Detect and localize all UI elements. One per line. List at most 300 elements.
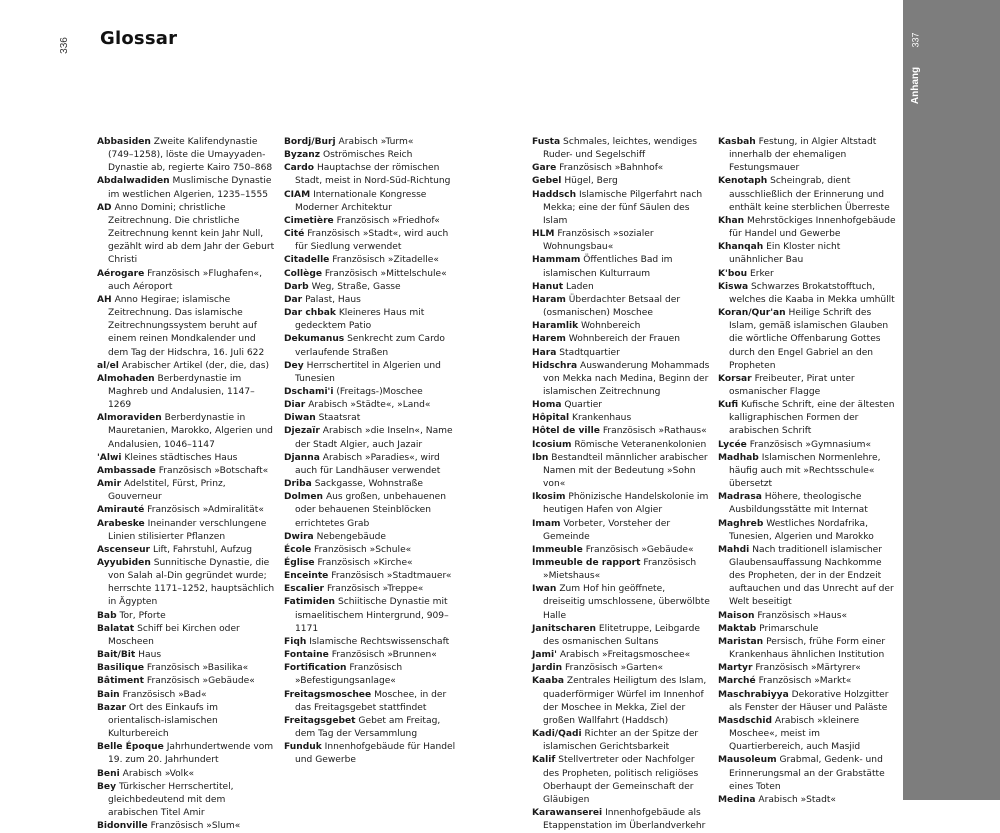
glossary-term: Korsar <box>718 373 752 384</box>
glossary-entry <box>718 636 896 662</box>
glossary-entry <box>284 491 462 530</box>
glossary-term: AH <box>97 294 112 305</box>
glossary-definition: Laden <box>565 281 594 292</box>
glossary-term: Dey <box>284 360 304 371</box>
glossary-term: Kadi/Qadi <box>532 729 582 740</box>
glossary-entry <box>284 189 462 215</box>
glossary-definition: Arabisch »die Inseln«, Name der Stadt Algier, auch Jazair <box>295 426 453 450</box>
glossary-entry <box>718 794 896 807</box>
glossary-definition: Französisch »Botschaft« <box>158 465 269 476</box>
glossary-entry <box>284 281 462 294</box>
glossary-term: Dekumanus <box>284 334 345 345</box>
glossary-term: Djanna <box>284 452 320 463</box>
glossary-definition: Islamische Rechtswissenschaft <box>309 636 450 647</box>
glossary-definition: Nach traditionell islamischer Glaubensauffassung Nachkomme des Propheten, der in der Endzeit auftauchen und das Unrecht auf der Welt beseitigt <box>729 544 894 608</box>
glossary-entry <box>284 741 462 767</box>
glossary-definition: (Freitags-)Moschee <box>336 386 423 397</box>
glossary-entry <box>718 675 896 688</box>
glossary-definition: Französisch »Schule« <box>314 544 412 555</box>
glossary-column-2 <box>284 136 462 768</box>
glossary-term: Koran/Qur'an <box>718 308 786 319</box>
glossary-entry <box>97 136 275 175</box>
glossary-term: Hanut <box>532 281 564 292</box>
glossary-entry <box>284 689 462 715</box>
glossary-term: Hôtel de ville <box>532 426 600 437</box>
glossary-entry <box>284 478 462 491</box>
glossary-entry <box>284 531 462 544</box>
glossary-definition: Wohnbereich der Frauen <box>568 334 681 345</box>
glossary-term: Abbasiden <box>97 137 151 147</box>
glossary-entry <box>97 478 275 504</box>
glossary-term: Bait/Bit <box>97 650 136 661</box>
glossary-term: Bordj/Burj <box>284 137 336 147</box>
glossary-term: Église <box>284 558 315 568</box>
glossary-definition: Französisch »Mittelschule« <box>324 268 447 279</box>
glossary-entry <box>284 596 462 635</box>
glossary-definition: Dekorative Holzgitter als Fenster der Häuser und Paläste <box>729 689 889 713</box>
glossary-term: Kenotaph <box>718 176 768 187</box>
glossary-term: Imam <box>532 518 561 529</box>
glossary-entry <box>97 465 275 478</box>
glossary-definition: Arabisch »kleinere Moschee«, meist im Quartierbereich, auch Masjid <box>729 715 861 753</box>
glossary-entry <box>97 623 275 649</box>
glossary-term: Enceinte <box>284 571 329 582</box>
glossary-term: Freitagsmoschee <box>284 689 372 700</box>
glossary-definition: Französisch »Admiralität« <box>147 505 264 516</box>
glossary-entry <box>97 741 275 767</box>
glossary-definition: Innenhofgebäude als Etappenstation im Überlandverkehr <box>543 807 706 832</box>
glossary-definition: Senkrecht zum Cardo verlaufende Straßen <box>295 334 445 358</box>
glossary-definition: Hügel, Berg <box>564 176 618 187</box>
glossary-definition: Richter an der Spitze der islamischen Gerichtsbarkeit <box>543 729 699 753</box>
glossary-term: Kasbah <box>718 137 756 147</box>
glossary-entry <box>284 360 462 386</box>
glossary-term: Mausoleum <box>718 755 777 766</box>
glossary-entry <box>532 557 710 583</box>
glossary-entry <box>718 610 896 623</box>
glossary-entry <box>532 320 710 333</box>
glossary-definition: Kufische Schrift, eine der ältesten kalligraphischen Formen der arabischen Schrift <box>729 400 895 437</box>
glossary-definition: Haus <box>138 650 162 661</box>
glossary-definition: Französisch »Friedhof« <box>336 215 440 226</box>
glossary-entry <box>532 189 710 228</box>
glossary-column-4 <box>718 136 896 807</box>
glossary-term: Janitscharen <box>532 623 596 634</box>
glossary-definition: Ineinander verschlungene Linien stilisierter Pflanzen <box>108 518 267 542</box>
glossary-entry <box>532 347 710 360</box>
glossary-definition: Grabmal, Gedenk- und Erinnerungsmal an der Grabstätte eines Toten <box>729 755 885 792</box>
glossary-term: Ambassade <box>97 465 156 476</box>
glossary-term: Amirauté <box>97 505 145 516</box>
glossary-term: Maristan <box>718 636 764 647</box>
glossary-entry <box>718 544 896 610</box>
glossary-definition: Heilige Schrift des Islam, gemäß islamischen Glauben die wörtliche Offenbarung Gottes durch den Engel Gabriel an den Propheten <box>729 308 889 371</box>
glossary-entry <box>532 662 710 675</box>
glossary-term: Fortification <box>284 663 347 674</box>
glossary-term: Haramlik <box>532 321 579 332</box>
glossary-entry <box>284 254 462 267</box>
section-thumb-tab <box>903 0 1000 800</box>
glossary-term: Basilique <box>97 663 144 674</box>
glossary-term: Amir <box>97 479 122 490</box>
glossary-term: Kufi <box>718 400 739 411</box>
glossary-entry <box>284 636 462 649</box>
glossary-term: Darb <box>284 281 309 292</box>
glossary-term: Byzanz <box>284 150 321 161</box>
glossary-definition: Französisch »Gymnasium« <box>749 439 872 450</box>
glossary-entry <box>284 557 462 570</box>
glossary-definition: Vorbeter, Vorsteher der Gemeinde <box>543 518 671 542</box>
glossary-term: Icosium <box>532 439 572 450</box>
glossary-entry <box>532 439 710 452</box>
glossary-term: Bâtiment <box>97 676 144 687</box>
glossary-term: Fusta <box>532 137 561 147</box>
glossary-term: Driba <box>284 479 312 490</box>
glossary-entry <box>284 570 462 583</box>
glossary-entry <box>532 294 710 320</box>
glossary-term: Cité <box>284 229 305 240</box>
glossary-definition: Freibeuter, Pirat unter osmanischer Flagge <box>729 373 855 397</box>
glossary-entry <box>284 162 462 188</box>
glossary-entry <box>532 333 710 346</box>
glossary-entry <box>284 662 462 688</box>
glossary-entry <box>718 373 896 399</box>
glossary-entry <box>532 281 710 294</box>
glossary-entry <box>284 136 462 149</box>
glossary-entry <box>284 307 462 333</box>
glossary-definition: Muslimische Dynastie im westlichen Algerien, 1235–1555 <box>108 176 272 200</box>
glossary-definition: Mehrstöckiges Innenhofgebäude für Handel und Gewerbe <box>729 215 896 240</box>
glossary-entry <box>718 662 896 675</box>
glossary-definition: Arabisch »Stadt« <box>758 794 836 805</box>
glossary-term: Immeuble de rapport <box>532 558 641 568</box>
glossary-entry <box>532 544 710 557</box>
glossary-term: Ayyubiden <box>97 558 151 568</box>
glossary-definition: Französisch »Bad« <box>122 689 207 700</box>
glossary-term: Haram <box>532 294 566 305</box>
glossary-term: Cimetière <box>284 215 334 226</box>
glossary-entry <box>718 268 896 281</box>
glossary-term: Maison <box>718 610 755 621</box>
glossary-term: Almohaden <box>97 373 155 384</box>
glossary-entry <box>718 623 896 636</box>
glossary-entry <box>532 583 710 622</box>
glossary-definition: Französisch »Stadt«, wird auch für Siedlung verwendet <box>295 229 449 253</box>
glossary-term: Maghreb <box>718 518 764 529</box>
glossary-entry <box>718 754 896 793</box>
glossary-definition: Arabischer Artikel (der, die, das) <box>121 360 270 371</box>
glossary-term: Haddsch <box>532 189 577 200</box>
glossary-entry <box>284 215 462 228</box>
glossary-term: K'bou <box>718 268 748 279</box>
glossary-term: Bab <box>97 610 117 621</box>
glossary-term: Fatimiden <box>284 597 336 608</box>
glossary-entry <box>97 781 275 820</box>
glossary-term: Almoraviden <box>97 413 162 424</box>
glossary-term: Fontaine <box>284 650 329 661</box>
glossary-definition: Islamische Pilgerfahrt nach Mekka; eine der fünf Säulen des Islam <box>543 189 703 226</box>
glossary-entry <box>284 399 462 412</box>
glossary-term: Balatat <box>97 623 135 634</box>
glossary-term: Dar chbak <box>284 308 336 319</box>
glossary-entry <box>532 254 710 280</box>
glossary-entry <box>532 452 710 491</box>
glossary-entry <box>97 649 275 662</box>
glossary-entry <box>284 268 462 281</box>
glossary-entry <box>97 268 275 294</box>
glossary-definition: Arabisch »Freitagsmoschee« <box>559 650 691 661</box>
glossary-term: Mahdi <box>718 544 750 555</box>
glossary-entry <box>284 583 462 596</box>
glossary-definition: Nebengebäude <box>316 531 386 542</box>
glossary-definition: Sunnitische Dynastie, die von Salah al-Din gegründet wurde; herrschte 1171–1252, hauptsächlich in Ägypten <box>108 558 275 608</box>
glossary-entry <box>718 175 896 214</box>
glossary-column-3 <box>532 136 710 833</box>
glossary-definition: Französisch »Garten« <box>565 663 664 674</box>
glossary-entry <box>97 610 275 623</box>
glossary-definition: Französisch »Flughafen«, auch Aéroport <box>108 268 262 292</box>
glossary-definition: Französisch »Treppe« <box>326 584 424 595</box>
glossary-term: Diar <box>284 400 306 411</box>
glossary-entry <box>97 702 275 741</box>
glossary-term: Kalif <box>532 755 556 766</box>
glossary-term: Jardin <box>532 663 563 674</box>
glossary-term: Hôpital <box>532 413 570 424</box>
glossary-entry <box>97 675 275 688</box>
glossary-definition: Palast, Haus <box>305 294 361 305</box>
glossary-definition: Berberdynastie in Mauretanien, Marokko, Algerien und Andalusien, 1046–1147 <box>108 413 273 450</box>
glossary-term: Iwan <box>532 584 557 595</box>
glossary-definition: Islamischen Normenlehre, häufig auch mit »Rechtsschule« übersetzt <box>729 452 881 490</box>
glossary-term: Ibn <box>532 452 549 463</box>
glossary-entry <box>97 689 275 702</box>
glossary-definition: Kleineres Haus mit gedecktem Patio <box>295 308 425 332</box>
glossary-definition: Französisch »Kirche« <box>317 558 413 568</box>
glossary-term: Maktab <box>718 623 757 634</box>
glossary-term: Freitagsgebet <box>284 715 356 726</box>
glossary-term: Cardo <box>284 163 315 174</box>
glossary-entry <box>97 360 275 373</box>
glossary-definition: Französisch »Bahnhof« <box>559 163 664 174</box>
glossary-definition: Höhere, theologische Ausbildungsstätte mit Internat <box>729 492 868 516</box>
glossary-definition: Schmales, leichtes, wendiges Ruder- und Segelschiff <box>543 137 697 161</box>
glossary-term: Madrasa <box>718 492 762 503</box>
glossary-definition: Adelstitel, Fürst, Prinz, Gouverneur <box>108 479 226 503</box>
glossary-entry <box>97 294 275 360</box>
glossary-definition: Primarschule <box>759 623 819 634</box>
glossary-definition: Französisch »Basilika« <box>146 663 249 674</box>
glossary-entry <box>284 452 462 478</box>
glossary-definition: Französisch »Rathaus« <box>602 426 707 437</box>
glossary-entry <box>718 136 896 175</box>
glossary-definition: Festung, in Algier Altstadt innerhalb der ehemaligen Festungsmauer <box>729 137 877 174</box>
glossary-definition: Römische Veteranenkolonien <box>574 439 707 450</box>
glossary-entry <box>284 544 462 557</box>
glossary-definition: Phönizische Handelskolonie im heutigen Hafen von Algier <box>543 492 709 516</box>
glossary-term: Immeuble <box>532 544 583 555</box>
glossary-definition: Französisch »Befestigungsanlage« <box>295 663 403 687</box>
glossary-entry <box>718 439 896 452</box>
glossary-entry <box>284 228 462 254</box>
glossary-entry <box>718 399 896 438</box>
glossary-definition: Französisch »Zitadelle« <box>332 255 439 266</box>
glossary-definition: Türkischer Herrschertitel, gleichbedeutend mit dem arabischen Titel Amir <box>108 781 234 818</box>
glossary-term: École <box>284 544 312 555</box>
glossary-term: Khan <box>718 215 745 226</box>
glossary-term: 'Alwi <box>97 452 122 463</box>
glossary-definition: Lift, Fahrstuhl, Aufzug <box>152 544 253 555</box>
glossary-term: Arabeske <box>97 518 145 529</box>
glossary-definition: Französisch »Stadtmauer« <box>331 571 452 582</box>
glossary-entry <box>284 149 462 162</box>
glossary-term: Ikosim <box>532 492 566 503</box>
glossary-entry <box>284 294 462 307</box>
glossary-term: Gare <box>532 163 557 174</box>
glossary-term: Masdschid <box>718 715 773 726</box>
glossary-term: al/el <box>97 360 119 371</box>
glossary-entry <box>532 175 710 188</box>
glossary-entry <box>718 281 896 307</box>
glossary-definition: Schiitische Dynastie mit ismaelitischem Hintergrund, 909–1171 <box>295 597 449 634</box>
glossary-term: Djezaïr <box>284 426 320 437</box>
glossary-definition: Elitetruppe, Leibgarde des osmanischen Sultans <box>543 623 700 647</box>
glossary-definition: Quartier <box>564 400 603 411</box>
glossary-term: Hidschra <box>532 360 578 371</box>
glossary-definition: Französisch »Slum« <box>150 821 241 832</box>
glossary-term: Dschami'i <box>284 386 334 397</box>
glossary-entry <box>532 649 710 662</box>
glossary-definition: Moschee, in der das Freitagsgebet stattfindet <box>295 689 447 713</box>
glossary-definition: Zentrales Heiligtum des Islam, quaderförmiger Würfel im Innenhof der Moschee in Mekka, Ziel der großen Wallfahrt (Haddsch) <box>543 676 707 726</box>
glossary-term: Abdalwadiden <box>97 176 170 187</box>
glossary-entry <box>284 412 462 425</box>
glossary-definition: Erker <box>749 268 774 279</box>
glossary-term: Escalier <box>284 584 325 595</box>
glossary-term: Hammam <box>532 255 581 266</box>
glossary-definition: Französisch »Brunnen« <box>331 650 437 661</box>
glossary-definition: Schwarzes Brokatstofftuch, welches die Kaaba in Mekka umhüllt <box>729 281 895 305</box>
glossary-definition: Arabisch »Turm« <box>338 137 414 147</box>
glossary-term: Diwan <box>284 413 316 424</box>
glossary-entry <box>718 689 896 715</box>
glossary-term: Bey <box>97 781 117 792</box>
glossary-definition: Sackgasse, Wohnstraße <box>314 479 423 490</box>
page-title: Glossar <box>100 28 178 49</box>
glossary-entry <box>97 373 275 412</box>
glossary-entry <box>97 175 275 201</box>
glossary-entry <box>97 452 275 465</box>
glossary-definition: Französisch »Märtyrer« <box>755 663 861 674</box>
glossary-term: Gebel <box>532 176 562 187</box>
glossary-entry <box>532 728 710 754</box>
glossary-entry <box>532 360 710 399</box>
glossary-term: Belle Époque <box>97 742 164 753</box>
glossary-entry <box>284 649 462 662</box>
glossary-definition: Kleines städtisches Haus <box>124 452 238 463</box>
glossary-term: Kaaba <box>532 676 564 687</box>
glossary-definition: Französisch »Gebäude« <box>585 544 694 555</box>
glossary-definition: Wohnbereich <box>581 321 641 332</box>
glossary-definition: Französisch »Markt« <box>758 676 852 687</box>
glossary-entry <box>532 754 710 807</box>
glossary-entry <box>532 425 710 438</box>
glossary-definition: Tor, Pforte <box>119 610 166 621</box>
glossary-definition: Westliches Nordafrika, Tunesien, Algerien und Marokko <box>729 518 874 542</box>
glossary-entry <box>97 518 275 544</box>
glossary-definition: Arabisch »Städte«, »Land« <box>308 400 431 411</box>
glossary-term: Bazar <box>97 702 126 713</box>
glossary-definition: Anno Hegirae; islamische Zeitrechnung. Das islamische Zeitrechnungssystem beruht auf einem reinen Mondkalender und dem Tag der Hidschra, 16. Juli 622 <box>108 294 265 358</box>
glossary-definition: Schiff bei Kirchen oder Moscheen <box>108 623 240 647</box>
glossary-term: Khanqah <box>718 242 764 253</box>
glossary-definition: Herrschertitel in Algerien und Tunesien <box>295 360 441 384</box>
glossary-entry <box>97 662 275 675</box>
glossary-entry <box>532 491 710 517</box>
glossary-definition: Aus großen, unbehauenen oder behauenen Steinblöcken errichtetes Grab <box>295 492 447 529</box>
glossary-term: Martyr <box>718 663 753 674</box>
glossary-entry <box>97 412 275 451</box>
glossary-definition: Weg, Straße, Gasse <box>311 281 401 292</box>
glossary-entry <box>97 557 275 610</box>
glossary-definition: Zum Hof hin geöffnete, dreiseitig umschlossene, überwölbte Halle <box>543 584 710 621</box>
glossary-term: HLM <box>532 229 555 240</box>
glossary-term: Madhab <box>718 452 759 463</box>
glossary-definition: Französisch »Mietshaus« <box>543 558 697 582</box>
glossary-entry <box>532 399 710 412</box>
glossary-term: Harem <box>532 334 566 345</box>
glossary-term: Funduk <box>284 742 322 753</box>
glossary-column-1 <box>97 136 275 833</box>
glossary-term: Homa <box>532 400 562 411</box>
glossary-term: Citadelle <box>284 255 330 266</box>
glossary-definition: Ort des Einkaufs im orientalisch-islamischen Kulturbereich <box>108 702 218 740</box>
glossary-term: Dar <box>284 294 303 305</box>
glossary-term: Maschrabiyya <box>718 689 789 700</box>
glossary-definition: Überdachter Betsaal der (osmanischen) Moschee <box>543 294 681 319</box>
glossary-term: Bain <box>97 689 120 700</box>
glossary-definition: Stellvertreter oder Nachfolger des Propheten, politisch religiöses Oberhaupt der Gemeinschaft der Gläubigen <box>543 755 699 805</box>
glossary-entry <box>532 412 710 425</box>
glossary-term: Kiswa <box>718 281 749 292</box>
glossary-term: Collège <box>284 268 323 279</box>
glossary-term: Karawanserei <box>532 807 603 818</box>
glossary-entry <box>284 386 462 399</box>
glossary-definition: Berberdynastie im Maghreb und Andalusien, 1147–1269 <box>108 373 255 411</box>
glossary-definition: Persisch, frühe Form einer Krankenhaus ähnlichen Institution <box>729 636 886 661</box>
glossary-term: Dolmen <box>284 492 324 503</box>
glossary-definition: Jahrhundertwende vom 19. zum 20. Jahrhundert <box>108 742 274 766</box>
section-tab-label: Anhang <box>910 66 922 104</box>
glossary-definition: Internationale Kongresse Moderner Architektur <box>295 189 427 213</box>
glossary-entry <box>532 136 710 162</box>
glossary-term: Beni <box>97 768 120 779</box>
glossary-entry <box>718 715 896 754</box>
glossary-term: Dwira <box>284 531 314 542</box>
glossary-entry <box>718 307 896 373</box>
glossary-entry <box>97 768 275 781</box>
glossary-entry <box>284 425 462 451</box>
glossary-entry <box>532 623 710 649</box>
glossary-definition: Staatsrat <box>318 413 361 424</box>
glossary-definition: Anno Domini; christliche Zeitrechnung. Die christliche Zeitrechnung kennt kein Jahr Null, gezählt wird ab dem Jahr der Geburt Christi <box>108 202 275 266</box>
glossary-entry <box>532 675 710 728</box>
glossary-definition: Oströmisches Reich <box>322 150 413 161</box>
glossary-definition: Französisch »sozialer Wohnungsbau« <box>543 229 654 253</box>
glossary-term: Aérogare <box>97 268 145 279</box>
glossary-definition: Arabisch »Volk« <box>122 768 195 779</box>
glossary-entry <box>97 820 275 833</box>
glossary-entry <box>532 807 710 833</box>
